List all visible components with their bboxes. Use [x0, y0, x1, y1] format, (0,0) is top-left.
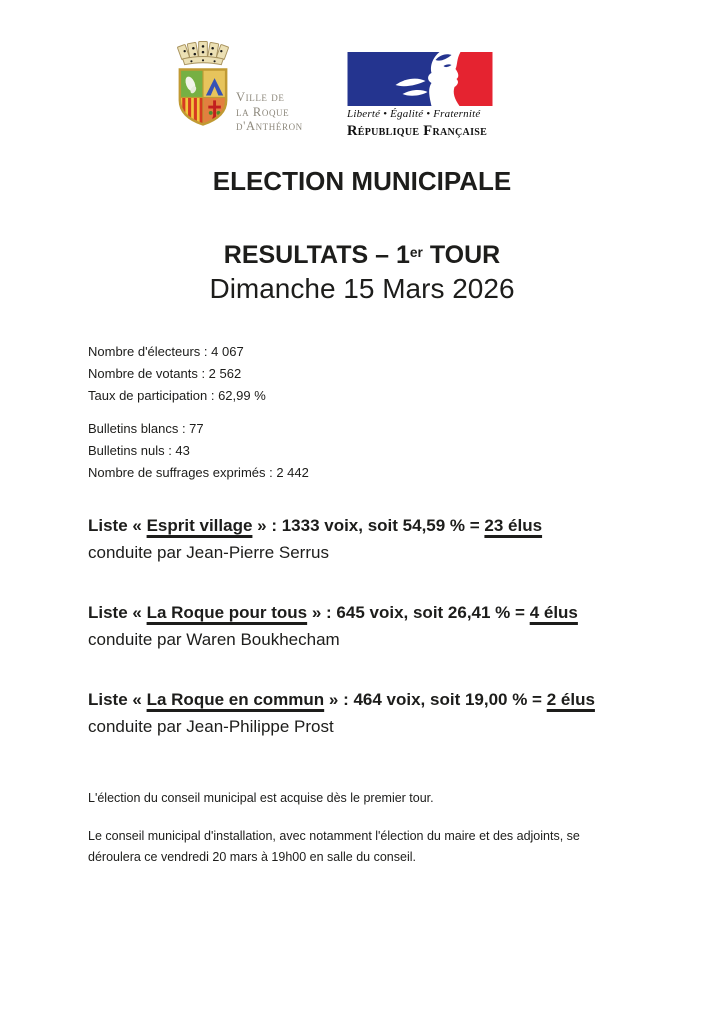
list-name: La Roque pour tous — [146, 603, 308, 622]
french-flag-marianne-icon — [347, 52, 493, 106]
list-seats: 2 élus — [546, 690, 595, 709]
list-score: » : 645 voix, soit 26,41 % = — [307, 603, 530, 622]
list-prefix: Liste « — [88, 603, 147, 622]
list-result-1 — [88, 512, 708, 566]
list-leader: conduite par Waren Boukhecham — [88, 630, 340, 649]
note-installation — [88, 826, 688, 868]
list-result-3 — [88, 686, 708, 740]
stat-line-exprimes: Nombre de suffrages exprimés : 2 442 — [88, 465, 309, 480]
stat-line-nuls: Bulletins nuls : 43 — [88, 443, 190, 458]
stat-line-blancs: Bulletins blancs : 77 — [88, 421, 204, 436]
list-leader: conduite par Jean-Philippe Prost — [88, 717, 334, 736]
ballots-block — [88, 418, 309, 484]
page-title: ELECTION MUNICIPALE — [212, 166, 512, 196]
note-first-round: L'élection du conseil municipal est acquise dès le premier tour. — [88, 791, 434, 805]
electorate-block — [88, 341, 309, 407]
note-installation-line2: déroulera ce vendredi 20 mars à 19h00 en salle du conseil. — [88, 850, 416, 864]
subtitle-suffix: TOUR — [422, 241, 501, 269]
list-heading — [88, 686, 708, 713]
city-name — [236, 90, 303, 134]
list-heading — [88, 599, 708, 626]
election-date: Dimanche 15 Mars 2026 — [209, 273, 515, 304]
list-result-2 — [88, 599, 708, 653]
list-heading — [88, 512, 708, 539]
city-coat-of-arms-icon — [176, 38, 230, 128]
notes — [88, 788, 688, 868]
list-prefix: Liste « — [88, 516, 147, 535]
list-prefix: Liste « — [88, 690, 147, 709]
list-score: » : 464 voix, soit 19,00 % = — [324, 690, 547, 709]
rf-motto: Liberté • Égalité • Fraternité — [347, 108, 481, 120]
results-lists — [88, 512, 708, 773]
list-leader: conduite par Jean-Pierre Serrus — [88, 543, 329, 562]
stat-line-votants: Nombre de votants : 2 562 — [88, 366, 242, 381]
list-score: » : 1333 voix, soit 54,59 % = — [252, 516, 485, 535]
list-name: La Roque en commun — [146, 690, 325, 709]
results-round-title — [0, 240, 724, 274]
list-seats: 23 élus — [484, 516, 543, 535]
city-name-line: la Roque — [236, 104, 290, 119]
city-logo — [176, 38, 303, 134]
city-name-line: Ville de — [236, 90, 285, 104]
turnout-stats — [88, 341, 309, 484]
city-name-line: d'Anthéron — [236, 119, 303, 133]
subtitle-prefix: RESULTATS – 1 — [223, 241, 410, 269]
list-name: Esprit village — [146, 516, 253, 535]
note-installation-line1: Le conseil municipal d'installation, avec notamment l'élection du maire et des adjoints, se — [88, 829, 580, 843]
stat-line-electeurs: Nombre d'électeurs : 4 067 — [88, 344, 244, 359]
subtitle-ordinal-sup: er — [409, 244, 423, 260]
stat-line-participation: Taux de participation : 62,99 % — [88, 388, 266, 403]
republique-francaise-logo — [347, 52, 497, 139]
list-seats: 4 élus — [529, 603, 578, 622]
rf-title: République Française — [347, 123, 488, 139]
